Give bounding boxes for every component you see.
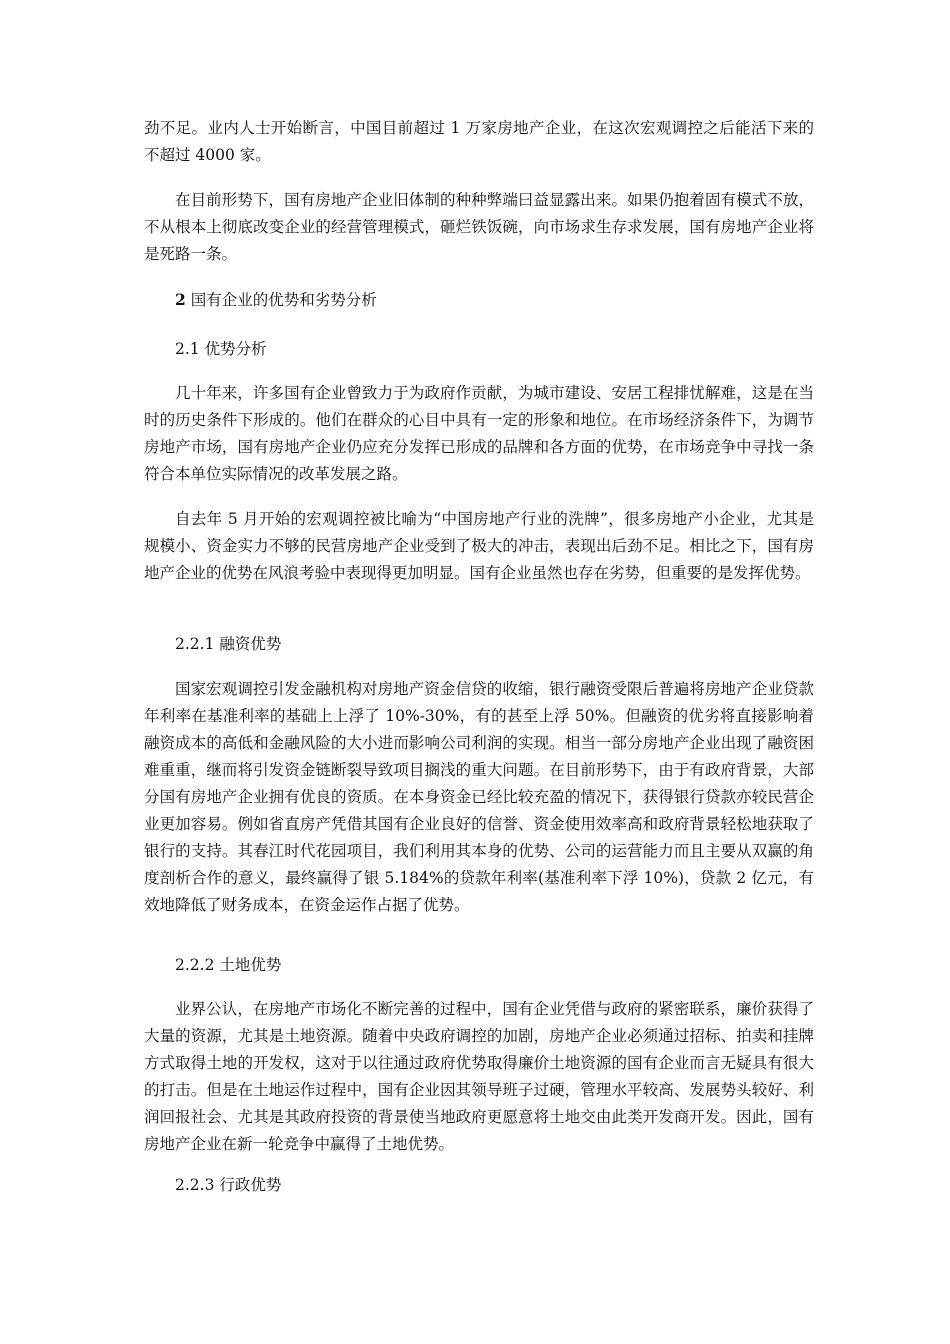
section-number: 2	[175, 290, 186, 309]
paragraph-industry-shuffle: 自去年 5 月开始的宏观调控被比喻为“中国房地产行业的洗牌”，很多房地产小企业，尤其是规模小、资金实力不够的民营房地产企业受到了极大的冲击，表现出后劲不足。相比之下，国有房地产企业的优势在风浪考验中表现得更加明显。国有企业虽然也存在劣势，但重要的是发挥优势。	[144, 510, 814, 582]
section-heading-2	[175, 286, 815, 314]
paragraph-current-situation: 在目前形势下，国有房地产企业旧体制的种种弊端曰益显露出来。如果仍抱着固有模式不放，不从根本上彻底改变企业的经营管理模式，砸烂铁饭碗，向市场求生存求发展，国有房地产企业将是死路一条。	[144, 191, 814, 263]
section-heading-2-2-1: 2.2.1 融资优势	[175, 635, 282, 653]
section-heading-2-2-3: 2.2.3 行政优势	[175, 1176, 282, 1194]
paragraph-financing-advantage: 国家宏观调控引发金融机构对房地产资金信贷的收缩，银行融资受限后普遍将房地产企业贷款年利率在基准利率的基础上上浮了 10%-30%，有的甚至上浮 50%。但融资的优劣将直接影响着融资成本的高低和金融风险的大小进而影响公司利润的实现。相当一部分房地产企业出现了融资困难重重，继而将引发资金链断裂导致项目搁浅的重大问题。在目前形势下，由于有政府背景，大部分国有房地产企业拥有优良的资质。在本身资金已经比较充盈的情况下，获得银行贷款亦较民营企业更加容易。例如省直房产凭借其国有企业良好的信誉、资金使用效率高和政府背景轻松地获取了银行的支持。其春江时代花园项目，我们利用其本身的优势、公司的运营能力而且主要从双赢的角度剖析合作的意义，最终赢得了银 5.184%的贷款年利率(基准利率下浮 10%)，贷款 2 亿元，有效地降低了财务成本，在资金运作占据了优势。	[144, 680, 814, 914]
section-title: 国有企业的优势和劣势分析	[185, 291, 377, 309]
section-heading-2-2-2: 2.2.2 土地优势	[175, 956, 282, 974]
paragraph-continuation: 劲不足。业内人士开始断言，中国目前超过 1 万家房地产企业，在这次宏观调控之后能活下来的不超过 4000 家。	[144, 119, 814, 164]
paragraph-advantage-intro: 几十年来，许多国有企业曾致力于为政府作贡献，为城市建设、安居工程排忧解难，这是在当时的历史条件下形成的。他们在群众的心目中具有一定的形象和地位。在市场经济条件下，为调节房地产市场，国有房地产企业仍应充分发挥已形成的品牌和各方面的优势，在市场竞争中寻找一条符合本单位实际情况的改革发展之路。	[144, 384, 814, 483]
paragraph-land-advantage: 业界公认，在房地产市场化不断完善的过程中，国有企业凭借与政府的紧密联系，廉价获得了大量的资源，尤其是土地资源。随着中央政府调控的加剧，房地产企业必须通过招标、拍卖和挂牌方式取得土地的开发权，这对于以往通过政府优势取得廉价土地资源的国有企业而言无疑具有很大的打击。但是在土地运作过程中，国有企业因其领导班子过硬，管理水平较高、发展势头较好、利润回报社会、尤其是其政府投资的背景使当地政府更愿意将土地交由此类开发商开发。因此，国有房地产企业在新一轮竞争中赢得了土地优势。	[144, 1000, 814, 1153]
section-heading-2-1: 2.1 优势分析	[175, 340, 267, 358]
